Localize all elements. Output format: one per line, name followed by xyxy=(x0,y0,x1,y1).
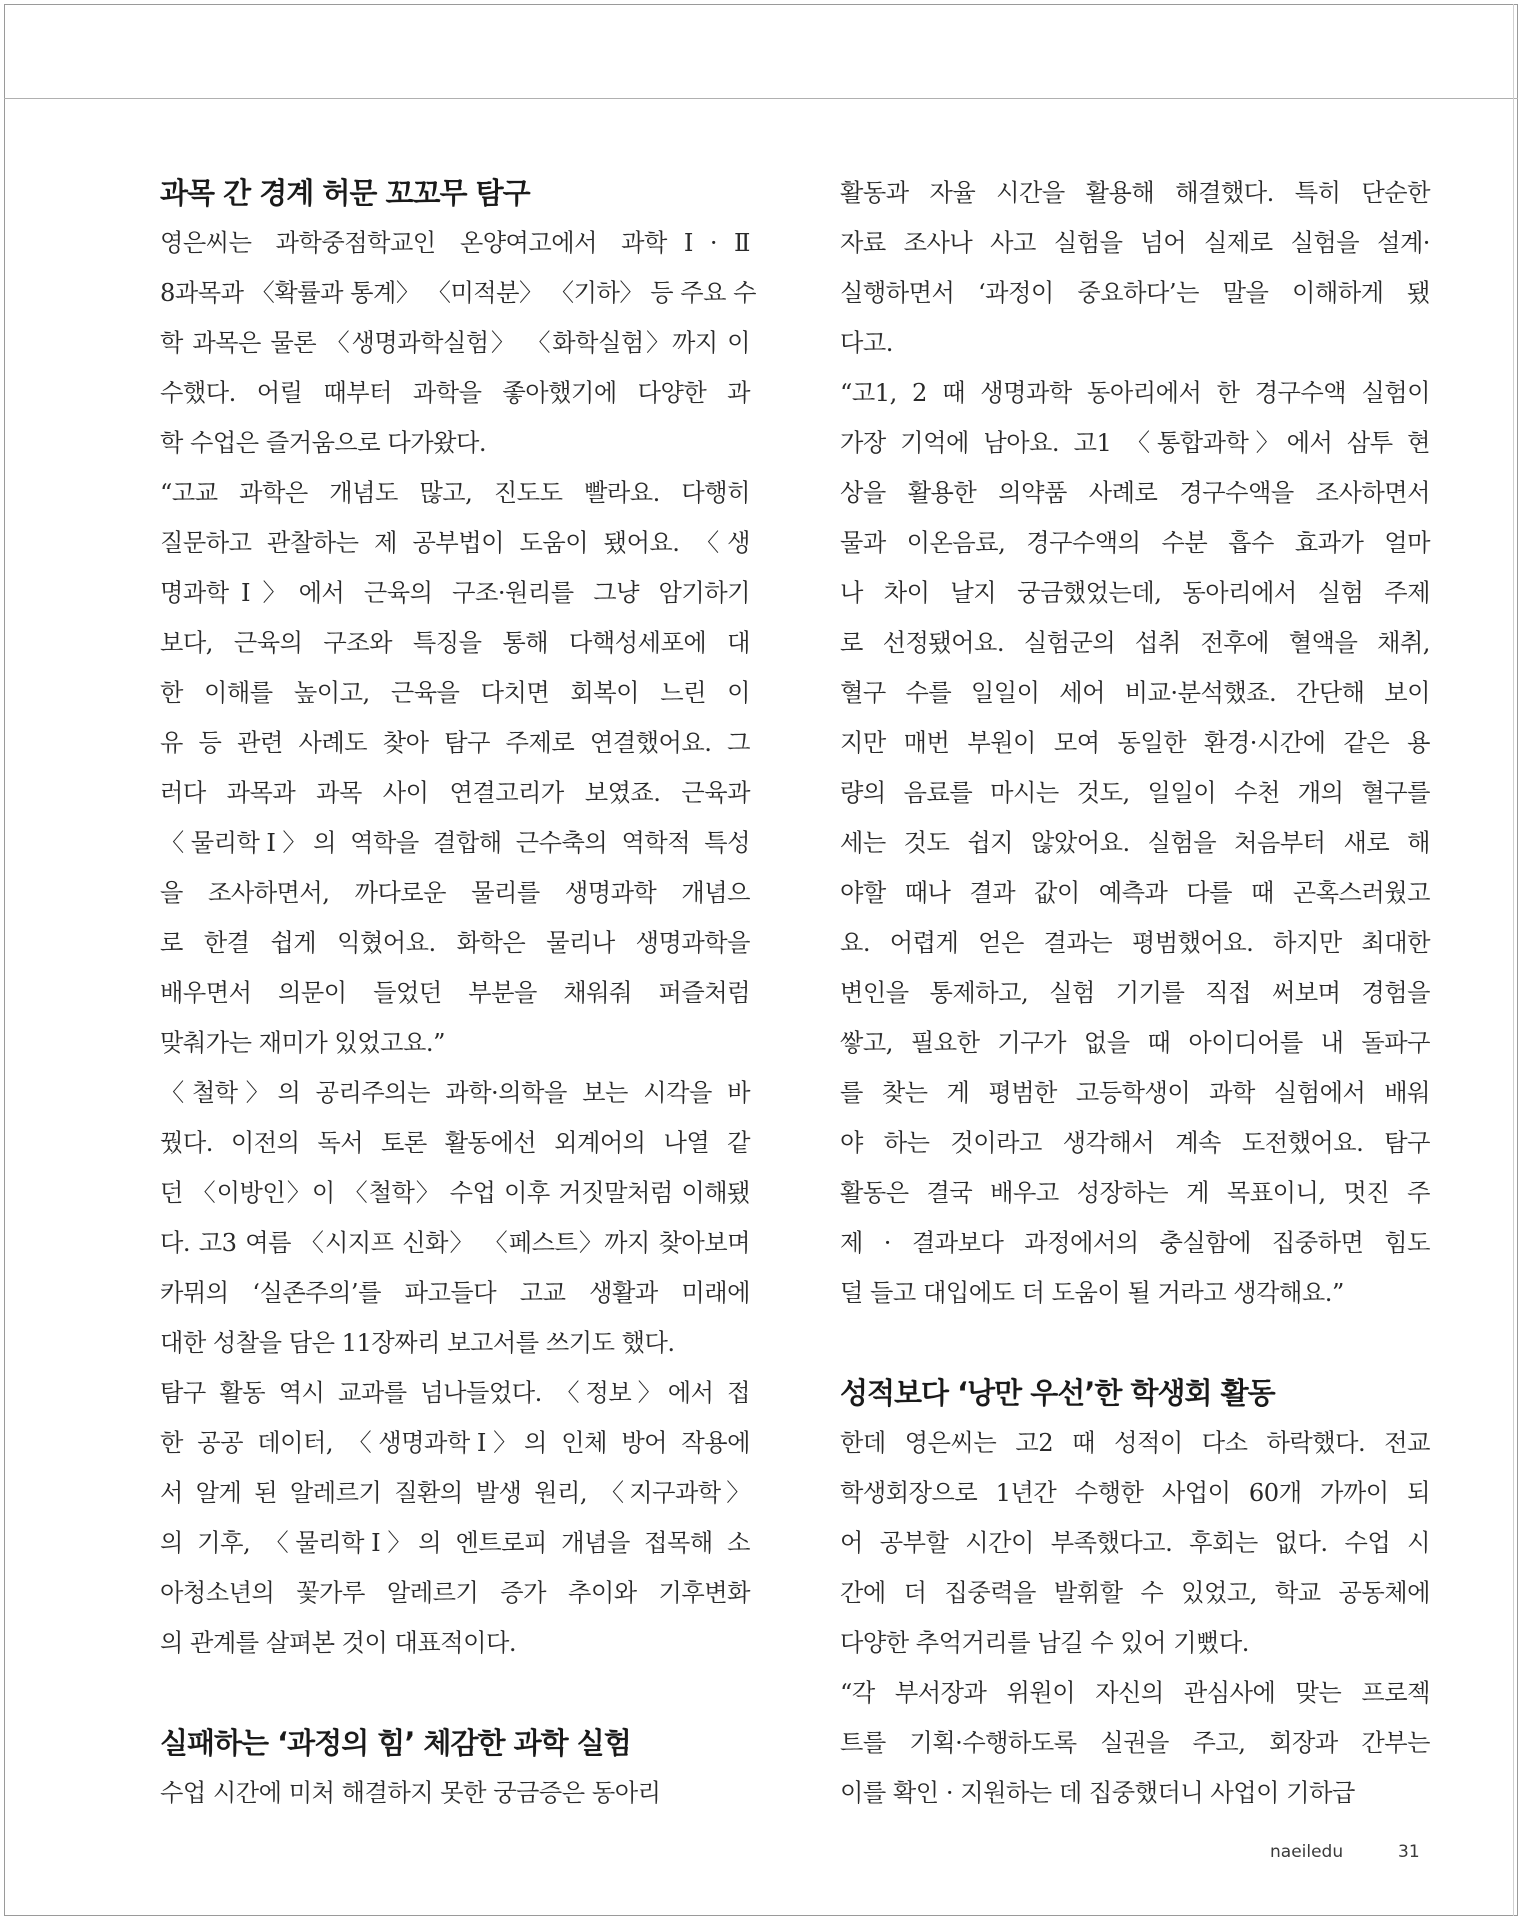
text-line: 혈구 수를 일일이 세어 비교·분석했죠. 간단해 보이 xyxy=(840,679,1430,707)
text-line: 다고. xyxy=(840,329,893,357)
text-line: 상을 활용한 의약품 사례로 경구수액을 조사하면서 xyxy=(840,479,1430,507)
text-line: 을 조사하면서, 까다로운 물리를 생명과학 개념으 xyxy=(160,879,750,907)
text-line: 영은씨는 과학중점학교인 온양여고에서 과학Ⅰ·Ⅱ xyxy=(160,229,750,257)
text-line: 활동과 자율 시간을 활용해 해결했다. 특히 단순한 xyxy=(840,179,1430,207)
text-line: 의 관계를 살펴본 것이 대표적이다. xyxy=(160,1629,517,1657)
text-line: 세는 것도 쉽지 않았어요. 실험을 처음부터 새로 해 xyxy=(840,829,1430,857)
text-line: 던 〈이방인〉이 〈철학〉 수업 이후 거짓말처럼 이해됐 xyxy=(160,1179,750,1207)
text-line: 자료 조사나 사고 실험을 넘어 실제로 실험을 설계· xyxy=(840,229,1430,257)
text-line: 물과 이온음료, 경구수액의 수분 흡수 효과가 얼마 xyxy=(840,529,1430,557)
text-line: 나 차이 날지 궁금했었는데, 동아리에서 실험 주제 xyxy=(840,579,1430,607)
right-column xyxy=(840,168,1430,1818)
text-line: 질문하고 관찰하는 제 공부법이 도움이 됐어요. 〈생 xyxy=(160,529,750,557)
text-line: 꿨다. 이전의 독서 토론 활동에선 외계어의 나열 같 xyxy=(160,1129,750,1157)
text-line: 야 하는 것이라고 생각해서 계속 도전했어요. 탐구 xyxy=(840,1129,1430,1157)
section-heading-1: 과목 간 경계 허문 꼬꼬무 탐구 xyxy=(160,176,530,210)
text-line: 야할 때나 결과 값이 예측과 다를 때 곤혹스러웠고 xyxy=(840,879,1430,907)
text-line: 를 찾는 게 평범한 고등학생이 과학 실험에서 배워 xyxy=(840,1079,1430,1107)
text-line: 탐구 활동 역시 교과를 넘나들었다. 〈정보〉에서 접 xyxy=(160,1379,750,1407)
text-line: 수업 시간에 미처 해결하지 못한 궁금증은 동아리 xyxy=(160,1779,661,1807)
left-column xyxy=(160,168,757,1818)
text-line: 〈철학〉의 공리주의는 과학·의학을 보는 시각을 바 xyxy=(160,1079,750,1107)
text-line: 배우면서 의문이 들었던 부분을 채워줘 퍼즐처럼 xyxy=(160,979,750,1007)
text-line: 유 등 관련 사례도 찾아 탐구 주제로 연결했어요. 그 xyxy=(160,729,750,757)
text-line: 대한 성찰을 담은 11장짜리 보고서를 쓰기도 했다. xyxy=(160,1329,675,1357)
text-line: 〈물리학Ⅰ〉의 역학을 결합해 근수축의 역학적 특성 xyxy=(160,829,750,857)
left-body-text-2 xyxy=(160,1768,750,1818)
text-line: 이를 확인 · 지원하는 데 집중했더니 사업이 기하급 xyxy=(840,1779,1355,1807)
text-line: 러다 과목과 과목 사이 연결고리가 보였죠. 근육과 xyxy=(160,779,750,807)
section-heading-2: 실패하는 ‘과정의 힘’ 체감한 과학 실험 xyxy=(160,1726,631,1760)
text-line: 가장 기억에 남아요. 고1 〈통합과학〉에서 삼투 현 xyxy=(840,429,1430,457)
text-line: 트를 기획·수행하도록 실권을 주고, 회장과 간부는 xyxy=(840,1729,1430,1757)
text-line: 의 기후, 〈물리학Ⅰ〉의 엔트로피 개념을 접목해 소 xyxy=(160,1529,750,1557)
right-body-text-2 xyxy=(840,1418,1430,1818)
text-line: 다. 고3 여름 〈시지프 신화〉 〈페스트〉까지 찾아보며 xyxy=(160,1229,750,1257)
text-line: 요. 어렵게 얻은 결과는 평범했어요. 하지만 최대한 xyxy=(840,929,1430,957)
text-line: 아청소년의 꽃가루 알레르기 증가 추이와 기후변화 xyxy=(160,1579,750,1607)
text-line: 로 한결 쉽게 익혔어요. 화학은 물리나 생명과학을 xyxy=(160,929,750,957)
text-line: 학 수업은 즐거움으로 다가왔다. xyxy=(160,429,487,457)
text-line: 맞춰가는 재미가 있었고요.” xyxy=(160,1029,445,1057)
text-line: 지만 매번 부원이 모여 동일한 환경·시간에 같은 용 xyxy=(840,729,1430,757)
text-line: 로 선정됐어요. 실험군의 섭취 전후에 혈액을 채취, xyxy=(840,629,1430,657)
text-line: 명과학Ⅰ〉에서 근육의 구조·원리를 그냥 암기하기 xyxy=(160,579,750,607)
text-line: “고교 과학은 개념도 많고, 진도도 빨라요. 다행히 xyxy=(160,479,750,507)
text-line: 간에 더 집중력을 발휘할 수 있었고, 학교 공동체에 xyxy=(840,1579,1430,1607)
page-number: 31 xyxy=(1398,1842,1420,1862)
text-line: 한 공공 데이터, 〈생명과학Ⅰ〉의 인체 방어 작용에 xyxy=(160,1429,750,1457)
footer-brand: naeiledu xyxy=(1270,1842,1344,1862)
section-heading-3: 성적보다 ‘낭만 우선’한 학생회 활동 xyxy=(840,1376,1275,1410)
page-edge xyxy=(1513,4,1514,1916)
text-line: 어 공부할 시간이 부족했다고. 후회는 없다. 수업 시 xyxy=(840,1529,1430,1557)
text-line: 활동은 결국 배우고 성장하는 게 목표이니, 멋진 주 xyxy=(840,1179,1430,1207)
header-rule xyxy=(4,98,1518,99)
text-line: 서 알게 된 알레르기 질환의 발생 원리, 〈지구과학〉 xyxy=(160,1479,750,1507)
text-line: 학생회장으로 1년간 수행한 사업이 60개 가까이 되 xyxy=(840,1479,1430,1507)
right-body-text xyxy=(840,168,1430,1318)
text-line: 카뮈의 ‘실존주의’를 파고들다 고교 생활과 미래에 xyxy=(160,1279,750,1307)
text-line: 쌓고, 필요한 기구가 없을 때 아이디어를 내 돌파구 xyxy=(840,1029,1430,1057)
text-line: 변인을 통제하고, 실험 기기를 직접 써보며 경험을 xyxy=(840,979,1430,1007)
text-line: 수했다. 어릴 때부터 과학을 좋아했기에 다양한 과 xyxy=(160,379,750,407)
text-line: 다양한 추억거리를 남길 수 있어 기뻤다. xyxy=(840,1629,1249,1657)
text-line: 덜 들고 대입에도 더 도움이 될 거라고 생각해요.” xyxy=(840,1279,1344,1307)
left-body-text xyxy=(160,218,757,1668)
text-line: 학 과목은 물론 〈생명과학실험〉 〈화학실험〉까지 이 xyxy=(160,329,750,357)
text-line: 한 이해를 높이고, 근육을 다치면 회복이 느린 이 xyxy=(160,679,750,707)
text-line: 량의 음료를 마시는 것도, 일일이 수천 개의 혈구를 xyxy=(840,779,1430,807)
text-line: 한데 영은씨는 고2 때 성적이 다소 하락했다. 전교 xyxy=(840,1429,1430,1457)
text-line: 제 · 결과보다 과정에서의 충실함에 집중하면 힘도 xyxy=(840,1229,1430,1257)
text-line: “고1, 2 때 생명과학 동아리에서 한 경구수액 실험이 xyxy=(840,379,1430,407)
section-spacer xyxy=(840,1318,1430,1368)
text-line: 8과목과 〈확률과 통계〉 〈미적분〉 〈기하〉 등 주요 수 xyxy=(160,279,757,307)
text-line: 실행하면서 ‘과정이 중요하다’는 말을 이해하게 됐 xyxy=(840,279,1430,307)
text-line: 보다, 근육의 구조와 특징을 통해 다핵성세포에 대 xyxy=(160,629,750,657)
section-spacer xyxy=(160,1668,750,1718)
text-line: “각 부서장과 위원이 자신의 관심사에 맞는 프로젝 xyxy=(840,1679,1430,1707)
